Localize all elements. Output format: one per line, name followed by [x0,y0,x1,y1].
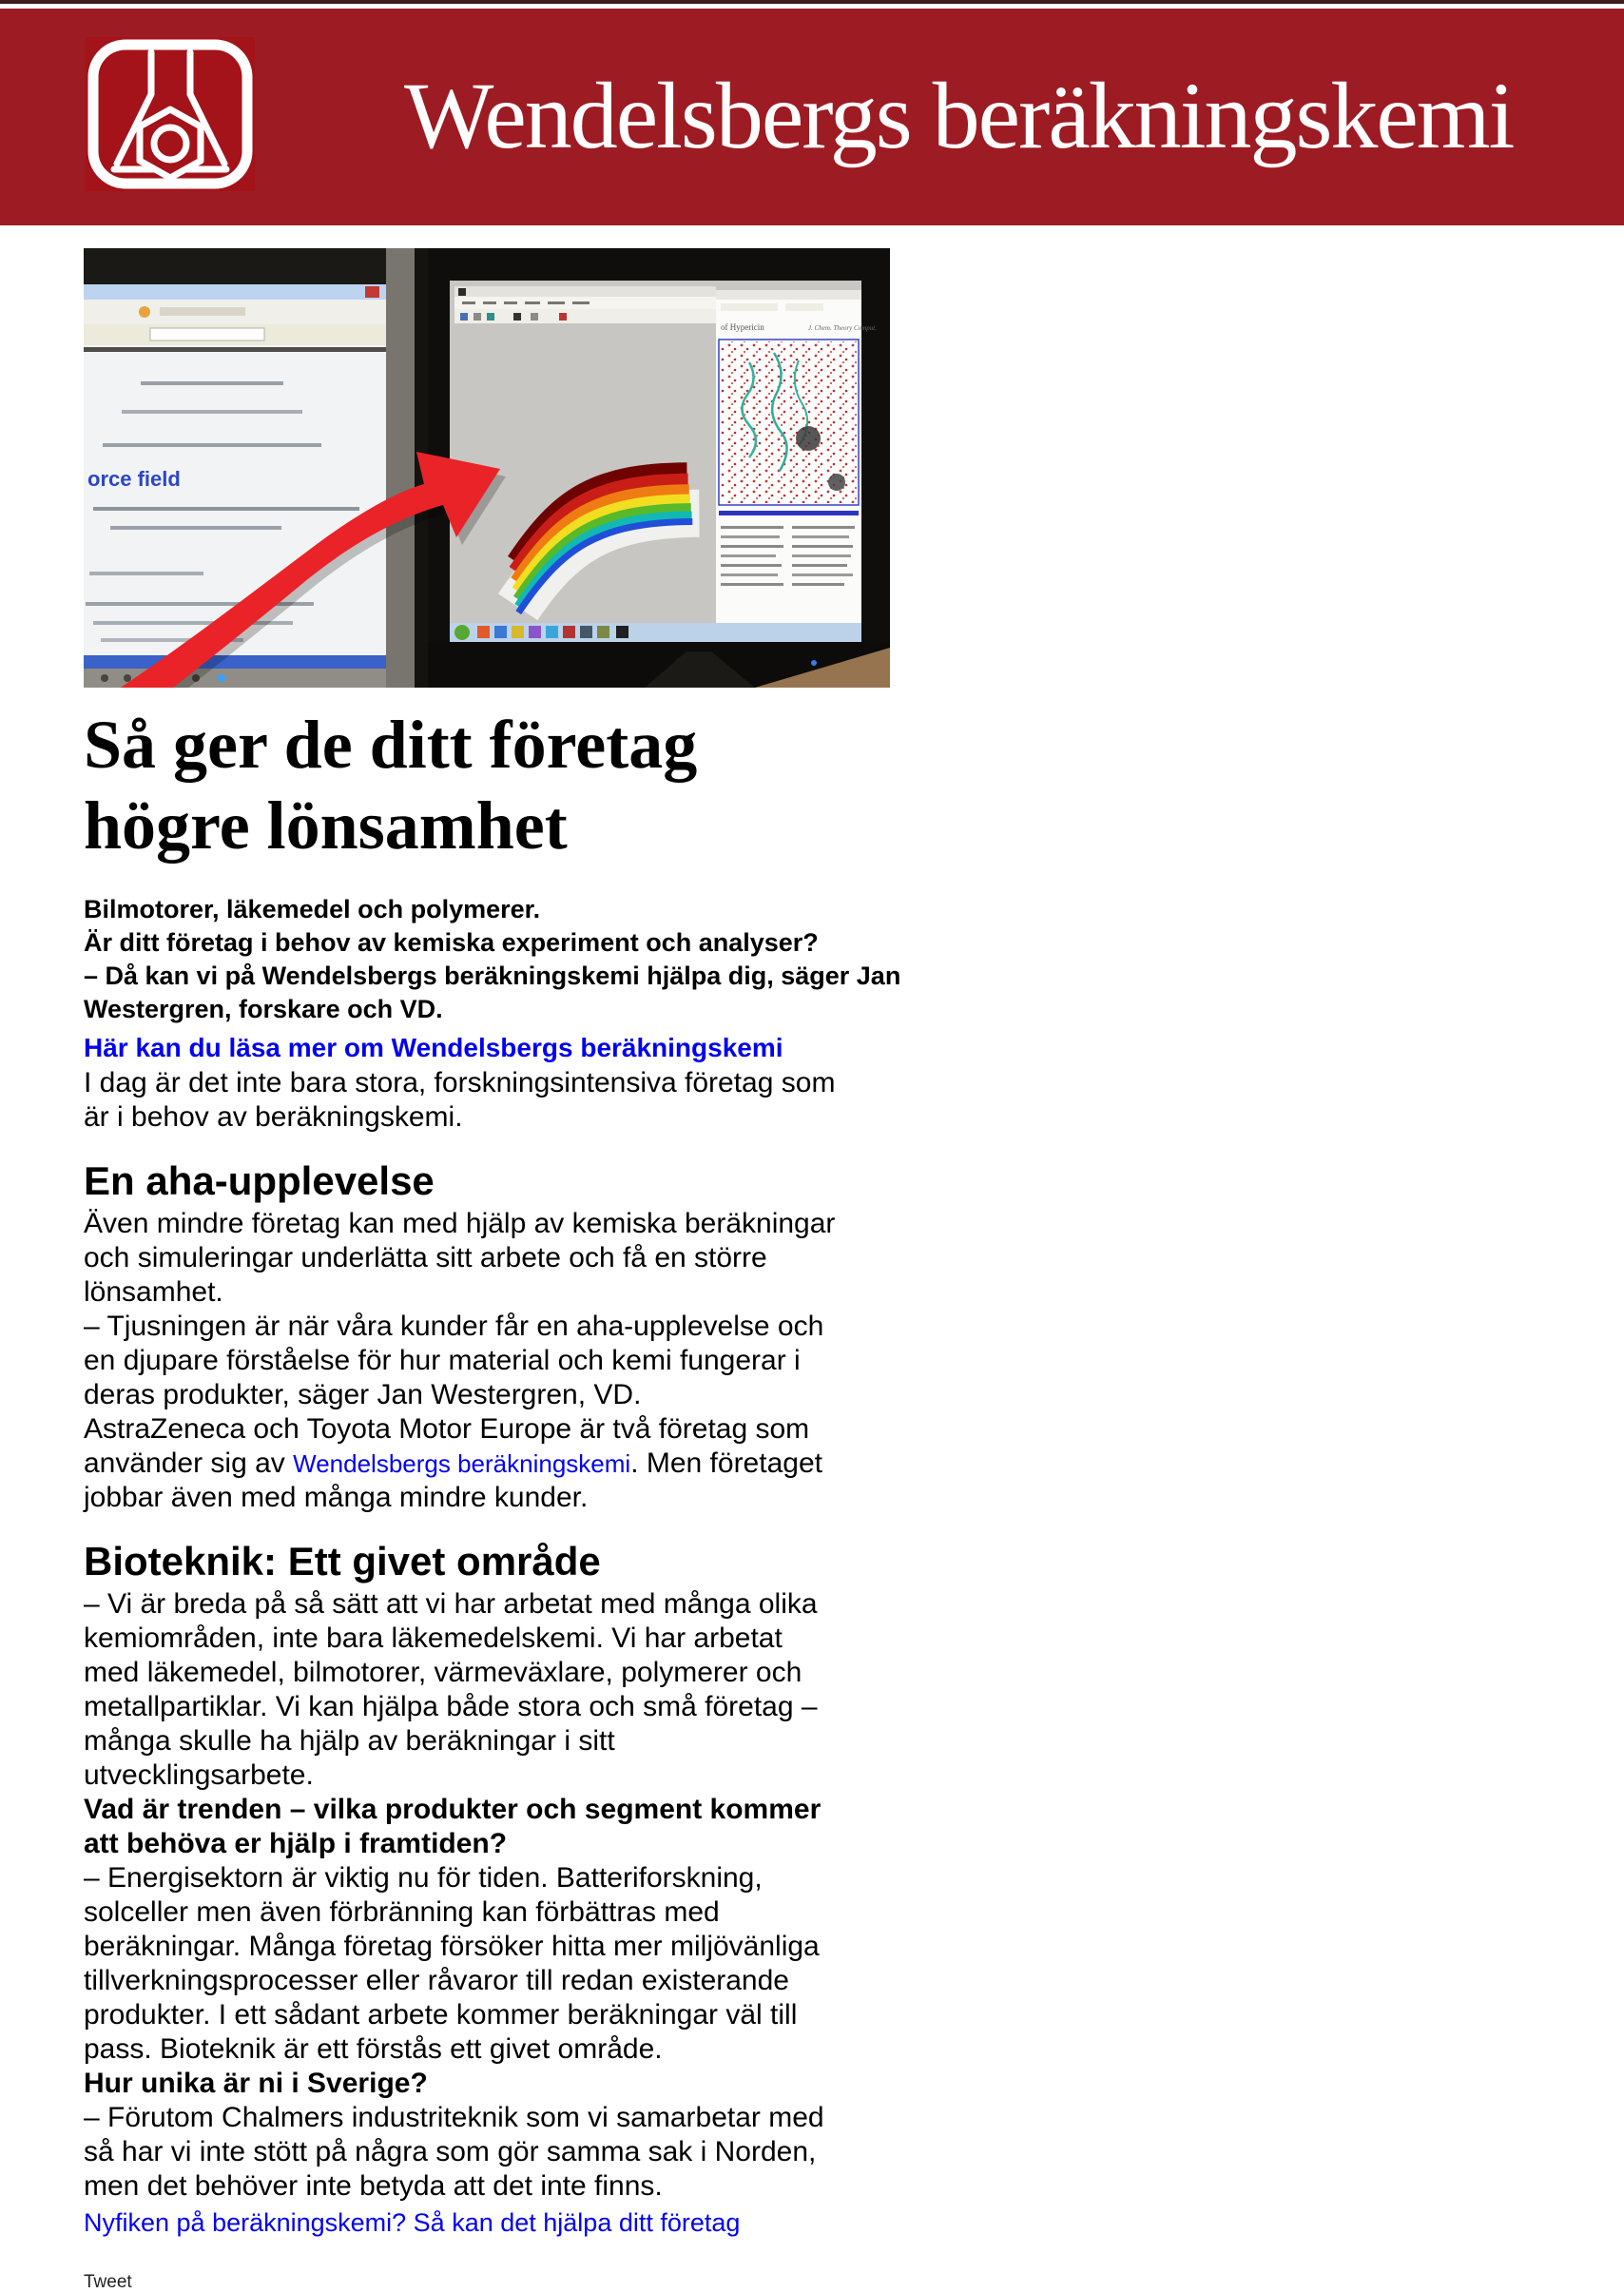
text-line: solceller men även förbränning kan förbättras med [84,1896,720,1928]
text-line: och simuleringar underlätta sitt arbete och få en större [84,1242,767,1273]
taskbar [450,623,861,642]
text-line: – Då kan vi på Wendelsbergs beräkningskemi hjälpa dig, säger Jan [84,962,901,990]
paper-header-left: of Hypericin [721,322,764,332]
company-logo[interactable] [86,37,255,191]
text-line: men det behöver inte betyda att det inte finns. [84,2170,663,2202]
text-line: tillverkningsprocesser eller råvaror till redan existerande [84,1965,789,1996]
text-line: deras produkter, säger Jan Westergren, VD. [84,1379,642,1410]
left-doc-heading: orce field [87,467,181,491]
curious-link[interactable]: Nyfiken på beräkningskemi? Så kan det hjälpa ditt företag [84,2208,741,2237]
text-line: med läkemedel, bilmotorer, värmeväxlare, polymerer och [84,1657,802,1688]
read-more-link[interactable]: Här kan du läsa mer om Wendelsbergs beräkningskemi [84,1033,783,1062]
text-line: beräkningar. Många företag försöker hitta mer miljövänliga [84,1931,820,1962]
text-line: Även mindre företag kan med hjälp av kemiska beräkningar [84,1208,836,1239]
text-line: produkter. I ett sådant arbete kommer beräkningar väl till [84,1999,798,2031]
section-body-aha [84,1207,939,1515]
tweet-button[interactable]: Tweet [84,2272,132,2292]
headline-line-1: Så ger de ditt företag [84,707,698,783]
top-rule [0,0,1624,4]
article-headline [84,705,939,866]
article-photo [84,248,890,688]
text-line: Är ditt företag i behov av kemiska experiment och analyser? [84,928,819,957]
simulation-window [454,286,716,636]
text-line: Westergren, forskare och VD. [84,995,443,1023]
read-more-row [84,1031,939,1064]
text-line: Hur unika är ni i Sverige? [84,2068,428,2099]
text-segment: använder sig av [84,1448,294,1479]
text-line: – Förutom Chalmers industriteknik som vi samarbetar med [84,2102,824,2133]
paper-window [716,290,877,636]
section-heading-bioteknik: Bioteknik: Ett givet område [84,1539,601,1584]
site-title: Wendelsbergs beräkningskemi [404,63,1514,168]
inline-link[interactable]: Wendelsbergs beräkningskemi [293,1449,631,1478]
right-monitor [428,248,890,688]
section-heading-aha: En aha-upplevelse [84,1158,435,1203]
text-line: – Vi är breda på så sätt att vi har arbetat med många olika [84,1588,818,1620]
article-intro [84,893,939,1026]
text-line: AstraZeneca och Toyota Motor Europe är två företag som [84,1413,810,1445]
monitors-photo-illustration [84,248,890,688]
site-header [0,9,1624,225]
text-line: många skulle ha hjälp av beräkningar i sitt [84,1725,615,1757]
text-line: jobbar även med många mindre kunder. [84,1482,589,1513]
text-line: – Energisektorn är viktig nu för tiden. Batteriforskning, [84,1862,763,1894]
text-line: pass. Bioteknik är ett förstås ett givet område. [84,2033,663,2065]
text-line: kemiområden, inte bara läkemedelskemi. Vi har arbetat [84,1623,783,1654]
headline-line-2: högre lönsamhet [84,787,568,864]
text-line [84,1447,939,1481]
flask-benzene-icon [86,37,255,191]
power-led [811,660,817,666]
text-line: är i behov av beräkningskemi. [84,1101,463,1133]
lead-paragraph [84,1066,939,1135]
bottom-link-row [84,2206,939,2240]
text-segment: . Men företaget [630,1448,822,1479]
text-line: Vad är trenden – vilka produkter och segment kommer [84,1794,822,1825]
text-line: I dag är det inte bara stora, forskningsintensiva företag som [84,1067,836,1098]
text-line: utvecklingsarbete. [84,1759,314,1791]
text-line: så har vi inte stött på några som gör samma sak i Norden, [84,2136,817,2167]
text-line: metallpartiklar. Vi kan hjälpa både stora och små företag – [84,1691,818,1722]
text-line: en djupare förståelse för hur material och kemi fungerar i [84,1345,801,1376]
text-line: – Tjusningen är när våra kunder får en aha-upplevelse och [84,1311,824,1342]
text-line: att behöva er hjälp i framtiden? [84,1828,508,1859]
section-body-bioteknik [84,1587,939,2204]
text-line: Bilmotorer, läkemedel och polymerer. [84,895,541,923]
article [84,248,939,2293]
paper-header-right: J. Chem. Theory Comput. [808,324,877,332]
text-line: lönsamhet. [84,1276,223,1308]
